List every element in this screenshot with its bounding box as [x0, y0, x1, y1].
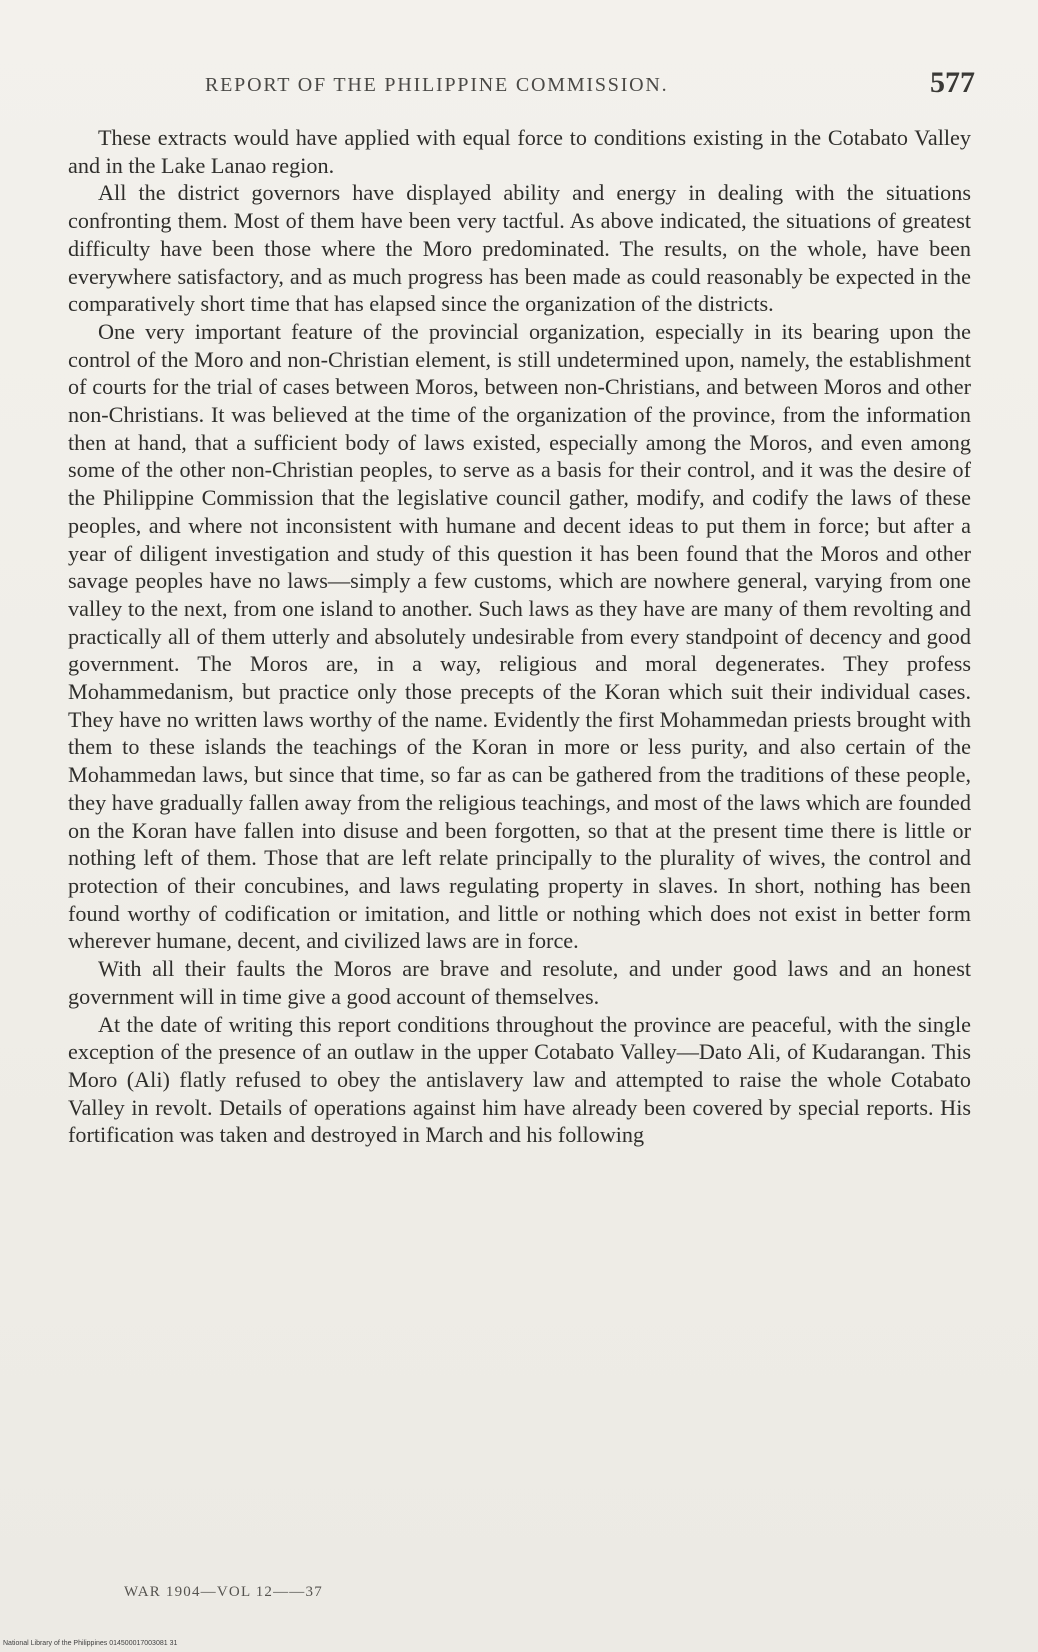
- scan-credit: National Library of the Philippines 014500017003081 31: [3, 1640, 178, 1647]
- body-text: [68, 124, 971, 1149]
- page-header: [205, 66, 975, 106]
- running-head: REPORT OF THE PHILIPPINE COMMISSION.: [205, 74, 669, 96]
- paragraph: One very important feature of the provincial organization, especially in its bearing upon the control of the Moro and non-Christian element, is still undetermined upon, namely, the establishment of courts for the trial of cases between Moros, between non-Christians, and between Moros and other non-Christians. It was believed at the time of the organization of the province, from the information then at hand, that a sufficient body of laws existed, especially among the Moros, and even among some of the other non-Christian peoples, to serve as a basis for their control, and it was the desire of the Philippine Commission that the legislative council gather, modify, and codify the laws of these peoples, and where not inconsistent with humane and decent ideas to put them in force; but after a year of diligent investigation and study of this question it has been found that the Moros and other savage peoples have no laws—simply a few customs, which are nowhere general, varying from one valley to the next, from one island to another. Such laws as they have are many of them revolting and practically all of them utterly and absolutely undesirable from every standpoint of decency and good government. The Moros are, in a way, religious and moral degenerates. They profess Mohammedanism, but practice only those precepts of the Koran which suit their individual cases. They have no written laws worthy of the name. Evidently the first Mohammedan priests brought with them to these islands the teachings of the Koran in more or less purity, and also certain of the Mohammedan laws, but since that time, so far as can be gathered from the traditions of these people, they have gradually fallen away from the religious teachings, and most of the laws which are founded on the Koran have fallen into disuse and been forgotten, so that at the present time there is little or nothing left of them. Those that are left relate principally to the plurality of wives, the control and protection of their concubines, and laws regulating property in slaves. In short, nothing has been found worthy of codification or imitation, and little or nothing which does not exist in better form wherever humane, decent, and civilized laws are in force.: [68, 318, 971, 954]
- page-number: 577: [930, 66, 975, 99]
- paragraph: These extracts would have applied with equal force to conditions existing in the Cotabato Valley and in the Lake Lanao region.: [68, 125, 971, 178]
- signature-mark: WAR 1904—VOL 12——37: [124, 1584, 323, 1600]
- paragraph: All the district governors have displayed ability and energy in dealing with the situations confronting them. Most of them have been very tactful. As above indicated, the situations of greatest difficulty have been those where the Moro predominated. The results, on the whole, have been everywhere satisfactory, and as much progress has been made as could reasonably be expected in the comparatively short time that has elapsed since the organization of the districts.: [68, 180, 971, 317]
- paragraph: With all their faults the Moros are brave and resolute, and under good laws and an honest government will in time give a good account of themselves.: [68, 956, 971, 1009]
- paragraph: At the date of writing this report conditions throughout the province are peaceful, with the single exception of the presence of an outlaw in the upper Cotabato Valley—Dato Ali, of Kudarangan. This Moro (Ali) flatly refused to obey the antislavery law and attempted to raise the whole Cotabato Valley in revolt. Details of operations against him have already been covered by special reports. His fortification was taken and destroyed in March and his following: [68, 1011, 971, 1148]
